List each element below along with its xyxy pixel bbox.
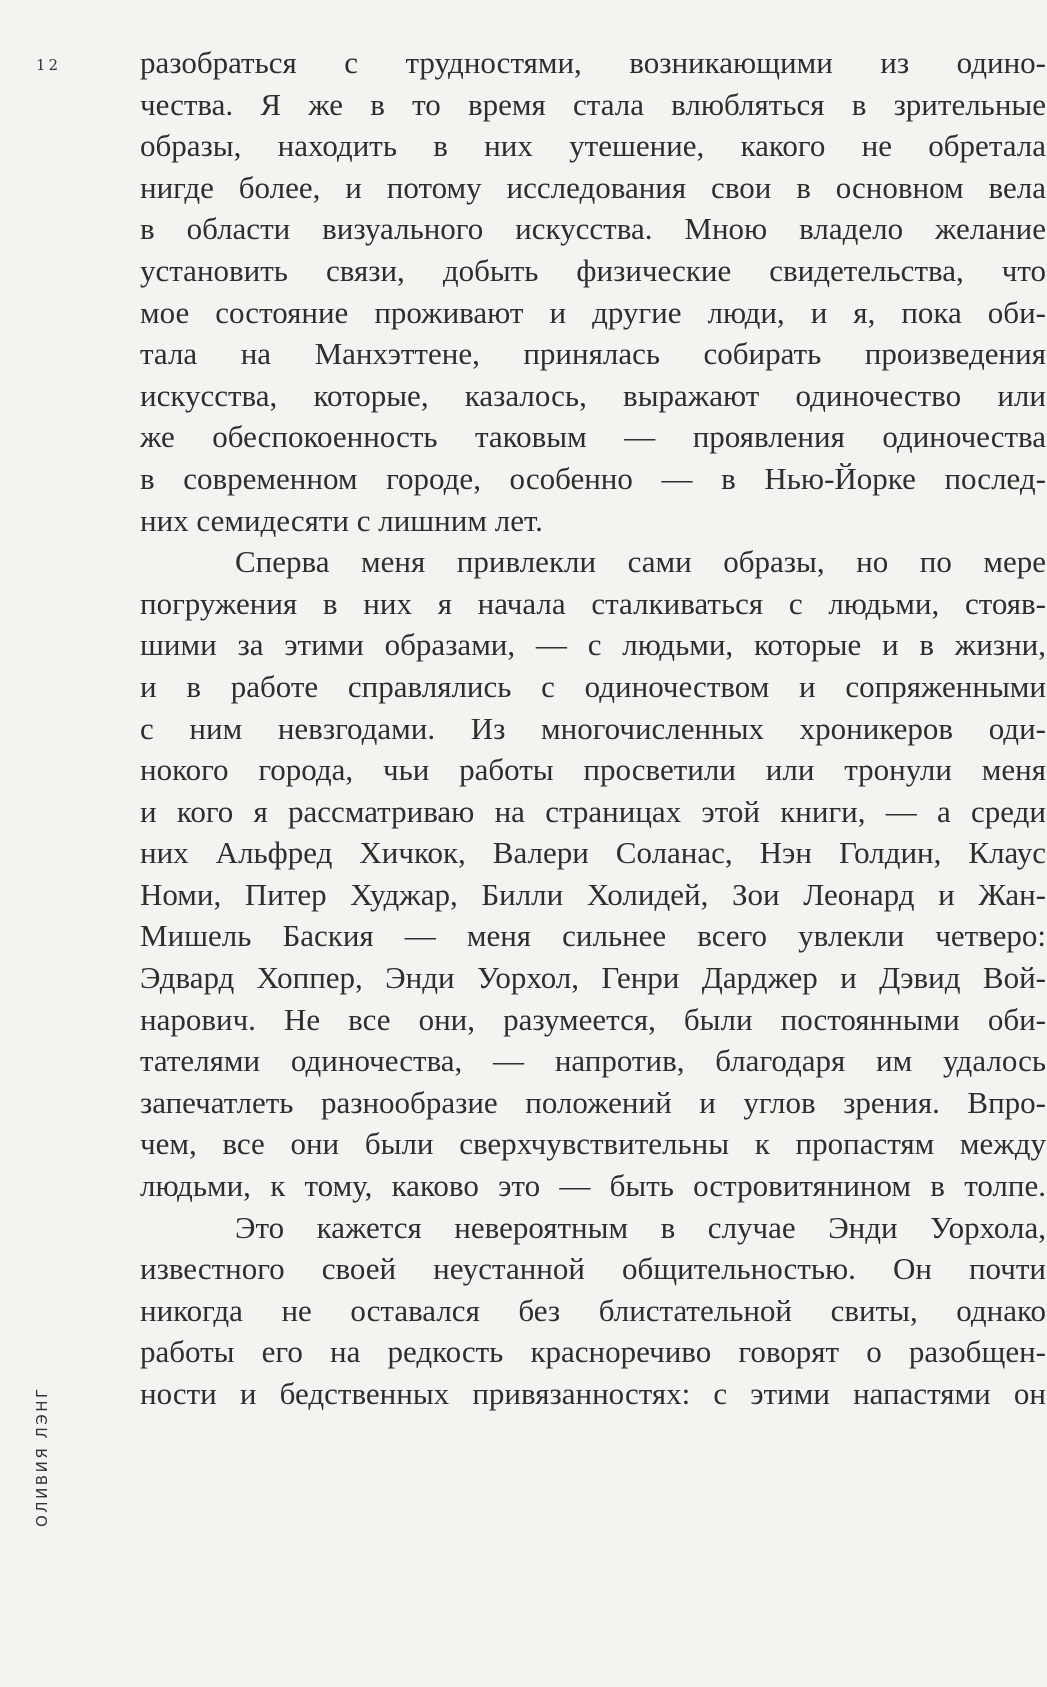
text-line: Это кажется невероятным в случае Энди Уорхола, [235,1209,1046,1245]
text-line: работы его на редкость красноречиво говорят о разобщен- [140,1334,1046,1370]
text-line: нарович. Не все они, разумеется, были постоянными оби- [140,1001,1046,1037]
text-line: и кого я рассматриваю на страницах этой книги, — а среди [140,793,1046,829]
text-line: запечатлеть разнообразие положений и углов зрения. Впро- [140,1084,1046,1120]
text-line: Мишель Баския — меня сильнее всего увлекли четверо: [140,918,1046,954]
text-line: чем, все они были сверхчувствительны к пропастям между [140,1126,1046,1162]
text-line: никогда не оставался без блистательной свиты, однако [140,1292,1046,1328]
text-line: погружения в них я начала сталкиваться с людьми, стояв- [140,585,1046,621]
text-line: нокого города, чьи работы просветили или тронули меня [140,752,1046,788]
paragraph-2 [140,541,1046,1207]
text-line: известного своей неустанной общительностью. Он почти [140,1251,1046,1287]
text-line: Сперва меня привлекли сами образы, но по мере [235,544,1046,580]
paragraph-1 [140,42,1046,541]
page-number: 12 [36,56,62,74]
text-line: установить связи, добыть физические свидетельства, что [140,252,1046,288]
text-line: искусства, которые, казалось, выражают одиночество или [140,377,1046,413]
text-line: ности и бедственных привязанностях: с этими напастями он [140,1376,1046,1411]
text-line: же обеспокоенность таковым — проявления одиночества [140,419,1046,455]
text-line: них Альфред Хичкок, Валери Соланас, Нэн Голдин, Клаус [140,835,1046,871]
text-line: тателями одиночества, — напротив, благодаря им удалось [140,1043,1046,1079]
text-line: с ним невзгодами. Из многочисленных хроникеров оди- [140,710,1046,746]
text-line: в современном городе, особенно — в Нью-Йорке послед- [140,460,1046,496]
text-line: шими за этими образами, — с людьми, которые и в жизни, [140,627,1046,663]
text-line: разобраться с трудностями, возникающими из одино- [140,45,1046,80]
text-line: нигде более, и потому исследования свои в основном вела [140,169,1046,205]
text-line: образы, находить в них утешение, какого не обретала [140,128,1046,164]
text-line: них семидесяти с лишним лет. [140,502,543,538]
body-text [140,42,1046,1415]
text-line: Номи, Питер Худжар, Билли Холидей, Зои Леонард и Жан- [140,876,1046,912]
text-line: и в работе справлялись с одиночеством и сопряженными [140,668,1046,704]
text-line: Эдвард Хоппер, Энди Уорхол, Генри Дарджер и Дэвид Вой- [140,960,1046,996]
paragraph-3 [140,1207,1046,1415]
text-line: в области визуального искусства. Мною владело желание [140,211,1046,247]
text-line: чества. Я же в то время стала влюбляться в зрительные [140,86,1046,122]
text-line: тала на Манхэттене, принялась собирать произведения [140,336,1046,372]
text-line: мое состояние проживают и другие люди, и я, пока оби- [140,294,1046,330]
text-line: людьми, к тому, каково это — быть островитянином в толпе. [140,1168,1046,1204]
running-head-author: ОЛИВИЯ ЛЭНГ [33,1386,51,1527]
